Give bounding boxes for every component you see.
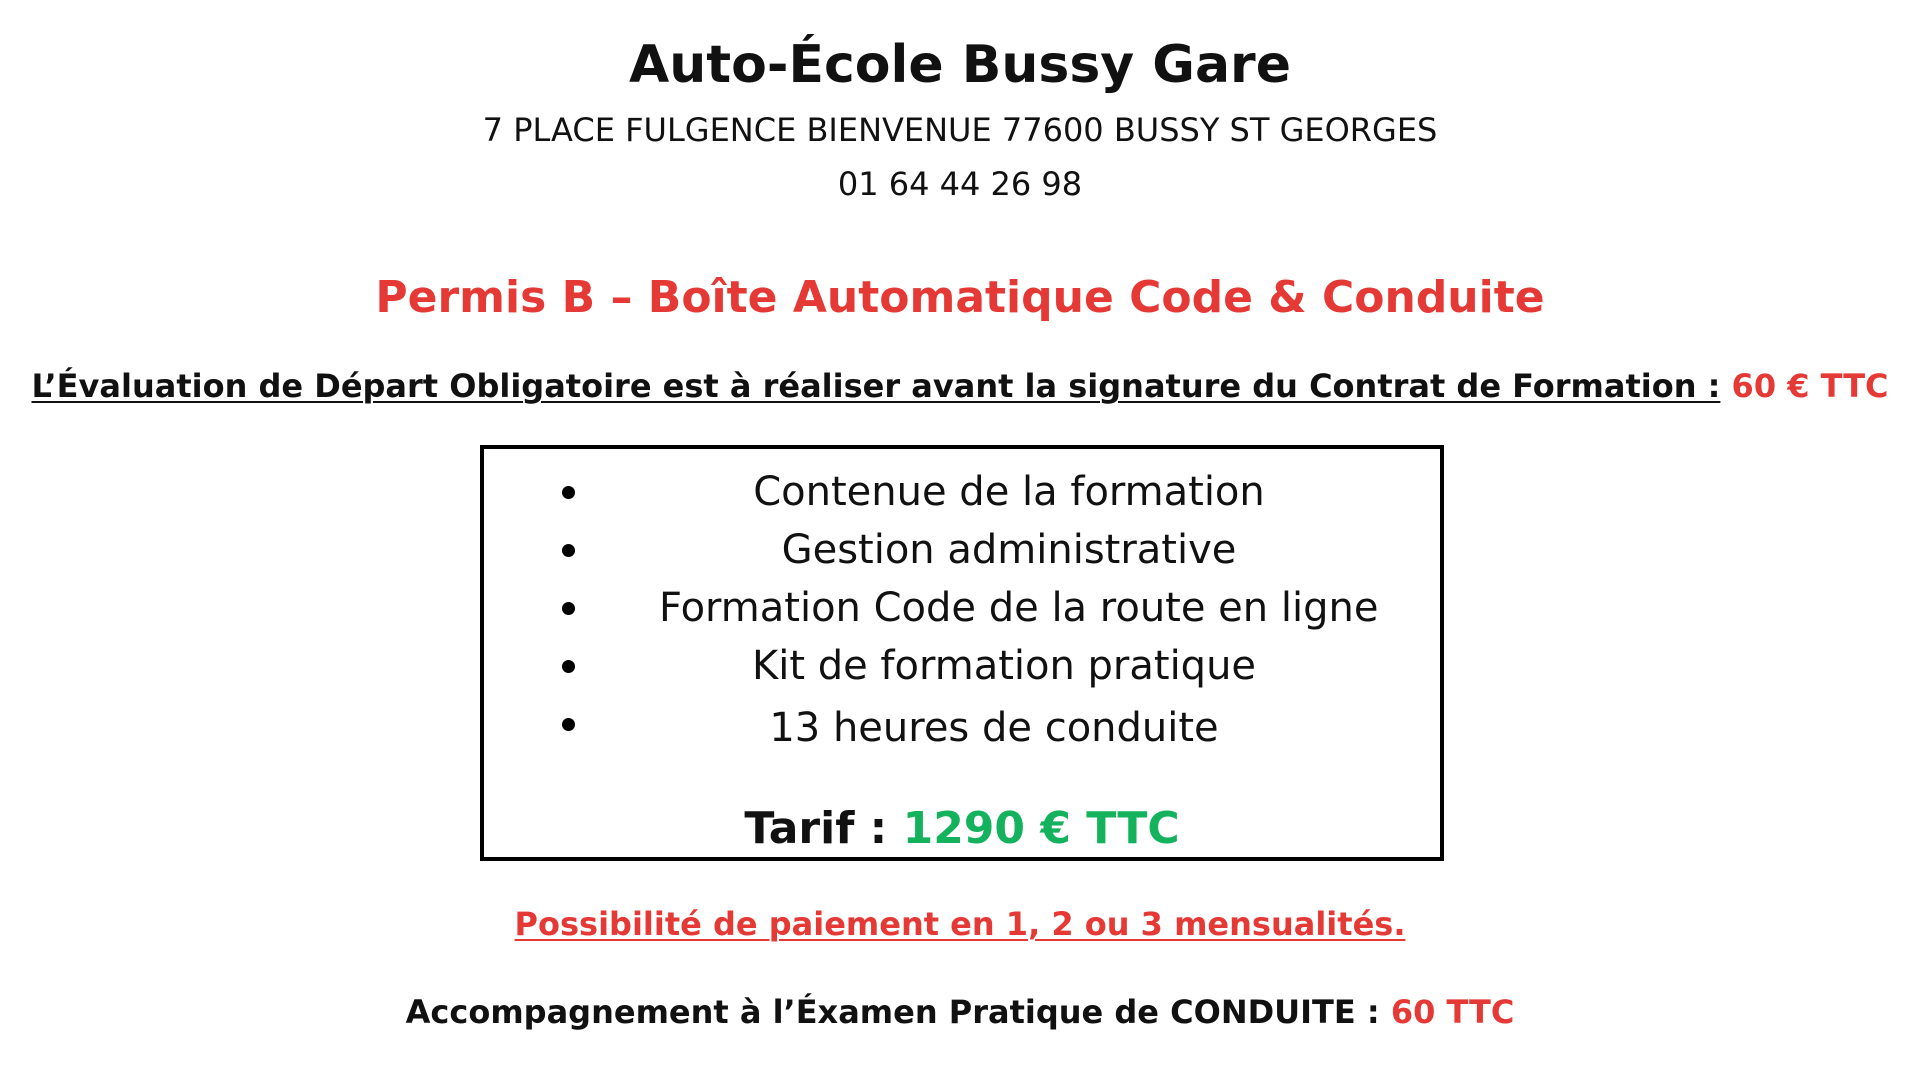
bullet-icon (562, 660, 575, 673)
tarif-label: Tarif : (744, 803, 888, 854)
list-item-label: Kit de formation pratique (751, 643, 1257, 689)
offer-title: Permis B – Boîte Automatique Code & Conduite (375, 272, 1545, 323)
evaluation-line (0, 364, 1920, 408)
list-item-label: 13 heures de conduite (769, 705, 1219, 751)
exam-line (0, 990, 1920, 1034)
bullet-icon (562, 602, 575, 615)
school-address: 7 PLACE FULGENCE BIENVENUE 77600 BUSSY ST GEORGES (482, 111, 1438, 149)
evaluation-text: L’Évaluation de Départ Obligatoire est à réaliser avant la signature du Contrat de Formation : (31, 367, 1721, 405)
exam-text: Accompagnement à l’Éxamen Pratique de CONDUITE : (405, 993, 1380, 1031)
evaluation-price: 60 € TTC (1731, 367, 1889, 405)
list-item (484, 463, 1440, 521)
tarif-price: 1290 € TTC (902, 803, 1180, 854)
list-item (484, 521, 1440, 579)
school-name: Auto-École Bussy Gare (629, 35, 1291, 95)
tarif-line (484, 801, 1440, 857)
formation-box (480, 445, 1444, 861)
bullet-icon (562, 544, 575, 557)
list-item-label: Contenue de la formation (753, 469, 1265, 515)
list-item (484, 637, 1440, 695)
payment-options: Possibilité de paiement en 1, 2 ou 3 mensualités. (514, 905, 1406, 943)
bullet-icon (562, 718, 575, 731)
formation-items-list (484, 463, 1440, 753)
exam-price: 60 TTC (1390, 993, 1515, 1031)
list-item-label: Gestion administrative (781, 527, 1237, 573)
list-item (484, 579, 1440, 637)
bullet-icon (562, 486, 575, 499)
list-item (484, 695, 1440, 753)
list-item-label: Formation Code de la route en ligne (659, 585, 1379, 631)
school-phone: 01 64 44 26 98 (837, 165, 1083, 203)
